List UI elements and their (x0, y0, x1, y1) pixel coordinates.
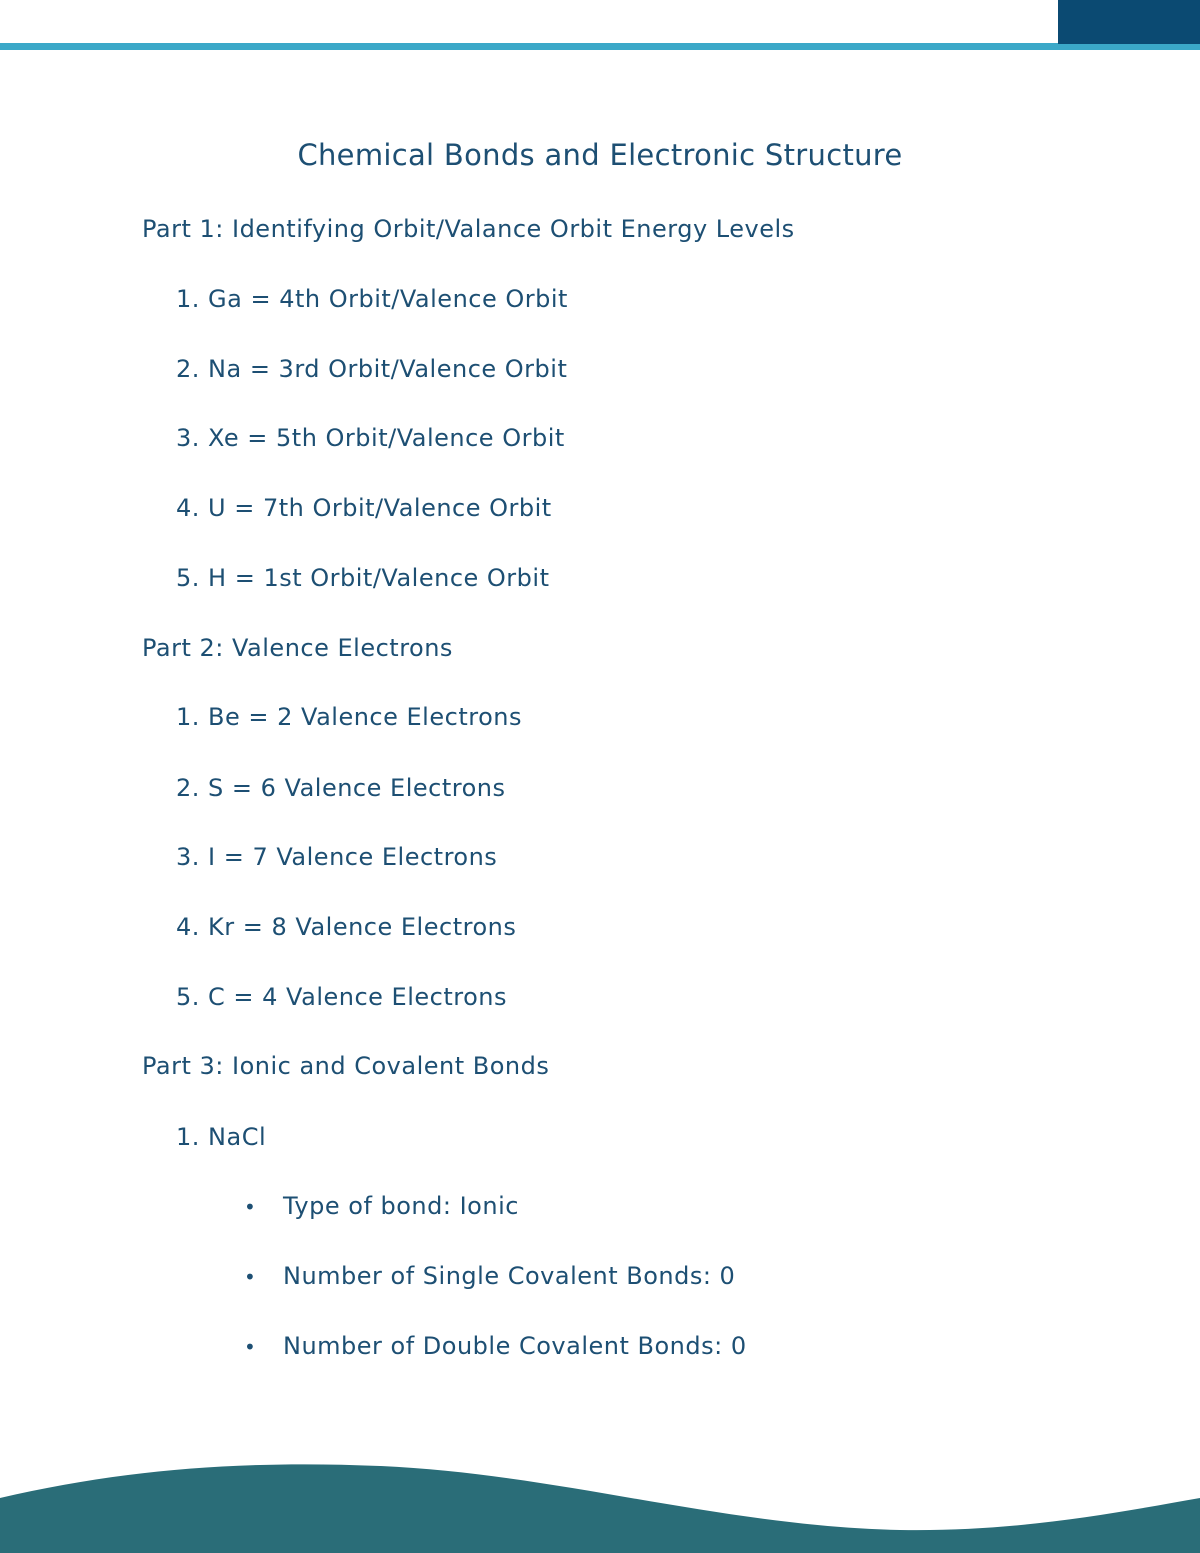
part2-item: 2. S = 6 Valence Electrons (176, 774, 506, 802)
part2-item: 4. Kr = 8 Valence Electrons (176, 913, 517, 941)
part2-heading: Part 2: Valence Electrons (142, 634, 453, 662)
part2-item: 3. I = 7 Valence Electrons (176, 843, 498, 871)
bullet-text: Type of bond: Ionic (283, 1192, 519, 1220)
part1-item: 2. Na = 3rd Orbit/Valence Orbit (176, 355, 568, 383)
part3-item: 1. NaCl (176, 1123, 267, 1151)
bullet-icon: • (244, 1265, 257, 1289)
header-accent-bar (0, 43, 1200, 50)
part1-item: 3. Xe = 5th Orbit/Valence Orbit (176, 424, 565, 452)
bullet-text: Number of Single Covalent Bonds: 0 (283, 1262, 736, 1290)
part1-item: 1. Ga = 4th Orbit/Valence Orbit (176, 285, 568, 313)
footer-wave (0, 1440, 1200, 1553)
bullet-icon: • (244, 1335, 257, 1359)
bullet-item (244, 1262, 735, 1290)
part3-heading: Part 3: Ionic and Covalent Bonds (142, 1052, 550, 1080)
part2-item: 5. C = 4 Valence Electrons (176, 983, 507, 1011)
part2-item: 1. Be = 2 Valence Electrons (176, 703, 522, 731)
part1-item: 5. H = 1st Orbit/Valence Orbit (176, 564, 550, 592)
part1-heading: Part 1: Identifying Orbit/Valance Orbit Energy Levels (142, 215, 795, 243)
bullet-item (244, 1192, 519, 1220)
bullet-icon: • (244, 1195, 257, 1219)
bullet-item (244, 1332, 747, 1360)
bullet-text: Number of Double Covalent Bonds: 0 (283, 1332, 747, 1360)
header-corner-block (1058, 0, 1200, 44)
part1-item: 4. U = 7th Orbit/Valence Orbit (176, 494, 552, 522)
document-title: Chemical Bonds and Electronic Structure (297, 138, 903, 172)
